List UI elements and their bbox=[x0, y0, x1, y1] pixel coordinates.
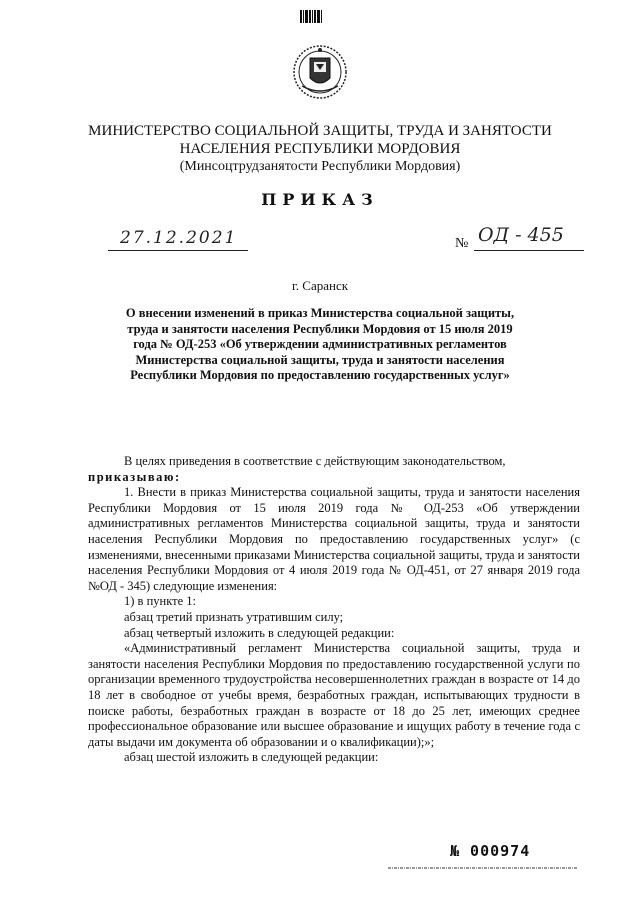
body-intro: В целях приведения в соответствие с действующим законодательством, bbox=[124, 454, 506, 468]
body-paragraph: абзац четвертый изложить в следующей редакции: bbox=[124, 625, 395, 640]
document-title: ПРИКАЗ bbox=[261, 190, 379, 209]
ministry-short-name: (Минсоцтрудзанятости Республики Мордовия) bbox=[179, 159, 461, 174]
ministry-name-line2: НАСЕЛЕНИЯ РЕСПУБЛИКИ МОРДОВИЯ bbox=[179, 141, 461, 157]
body-paragraph: «Административный регламент Министерства социальной защиты, труда и занятости населения Республики Мордовия по предоставлению государственной услуги по организации временного трудоустройства несовершеннолетних граждан в возрасте от 14 до 18 лет в свободное от учебы время, безработных граждан, испытывающих трудности в поиске работы, безработных граждан в возрасте от 18 до 25 лет, имеющих среднее профессиональное образование или высшее образование и ищущих работу в течение года с даты выдачи им документа об образовании и о квалификации);»; bbox=[88, 641, 580, 749]
barcode-icon bbox=[300, 10, 324, 23]
order-subject bbox=[100, 306, 540, 384]
subject-line: Республики Мордовия по предоставлению государственных услуг» bbox=[130, 368, 510, 382]
order-number-prefix: № bbox=[455, 236, 469, 251]
coat-of-arms-emblem-icon bbox=[292, 42, 348, 102]
order-date: 27.12.2021 bbox=[120, 228, 238, 248]
subject-line: О внесении изменений в приказ Министерства социальной защиты, bbox=[125, 306, 515, 320]
ministry-name-line1: МИНИСТЕРСТВО СОЦИАЛЬНОЙ ЗАЩИТЫ, ТРУДА И ЗАНЯТОСТИ bbox=[88, 123, 552, 139]
order-number: ОД - 455 bbox=[478, 224, 564, 246]
subject-line: Министерства социальной защиты, труда и занятости населения bbox=[135, 352, 505, 367]
printer-imprint-line bbox=[388, 866, 578, 870]
body-paragraph: 1. Внести в приказ Министерства социальной защиты, труда и занятости населения Республики Мордовия от 15 июля 2019 года № ОД-253 «Об утверждении административных регламентов Министерства социальной защиты, труда и занятости населения Республики Мордовия по предоставлению государственных услуг» (с изменениями, внесенными приказами Министерства социальной защиты, труда и занятости населения Республики Мордовия от 4 июля 2019 года № ОД-451, от 27 января 2019 года №ОД - 345) следующие изменения: bbox=[88, 485, 580, 593]
decree-word: приказываю: bbox=[88, 469, 181, 484]
body-paragraph: 1) в пункте 1: bbox=[124, 594, 196, 609]
subject-line: года № ОД-253 «Об утверждении административных регламентов bbox=[133, 337, 507, 351]
body-paragraph: абзац шестой изложить в следующей редакции: bbox=[124, 750, 379, 765]
subject-line: труда и занятости населения Республики Мордовия от 15 июля 2019 bbox=[127, 321, 513, 336]
number-underline bbox=[474, 250, 584, 251]
city: г. Саранск bbox=[291, 278, 349, 293]
document-body bbox=[88, 454, 580, 766]
date-underline bbox=[108, 250, 248, 251]
body-paragraph: абзац третий признать утратившим силу; bbox=[124, 609, 344, 624]
form-serial-number: № 000974 bbox=[450, 842, 531, 860]
